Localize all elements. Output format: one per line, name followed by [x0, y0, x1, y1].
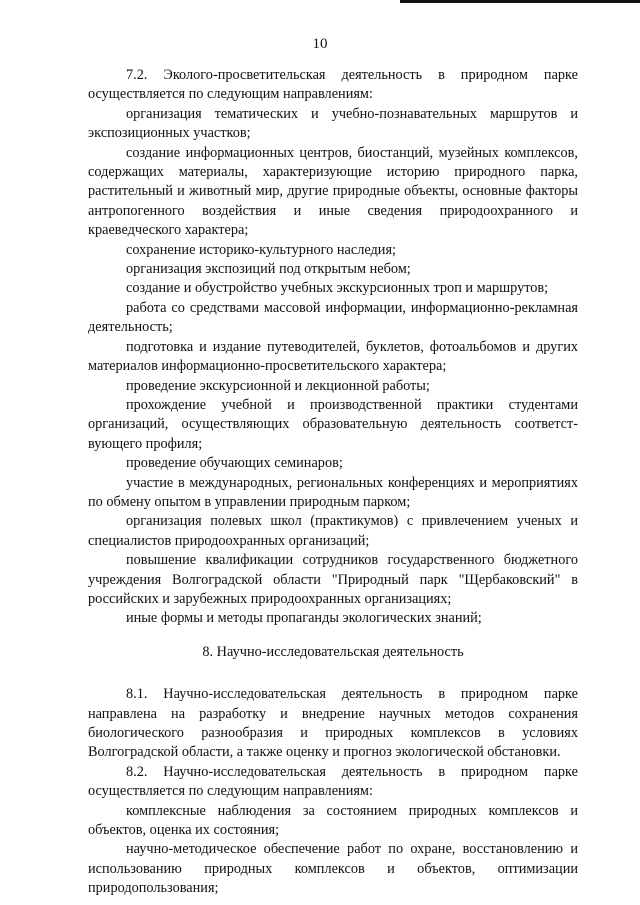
section-heading: 8. Научно-исследовательская деятельность: [202, 643, 464, 660]
paragraph: создание информационных центров, биостанций, музейных комплексов, содержащих материалы, характеризующие историю природного парка, растительный и животный мир, другие природные объекты, основные факторы антропогенного воздействия и иные сведения природоохранного и краеведческого характера;: [88, 144, 578, 239]
paragraph: подготовка и издание путеводителей, буклетов, фотоальбомов и других материалов информационно-просветительского характера;: [88, 338, 578, 375]
paragraph: организация тематических и учебно-познавательных маршрутов и экспозиционных участков;: [88, 105, 578, 142]
paragraph: научно-методическое обеспечение работ по охране, восстановлению и использованию природных комплексов и объектов, оптимизации природопользования;: [88, 841, 578, 897]
paragraph: работа со средствами массовой информации, информационно-рекламная деятельность;: [88, 299, 578, 336]
paragraph: иные формы и методы пропаганды экологических знаний;: [126, 610, 482, 627]
paragraph: комплексные наблюдения за состоянием природных комплексов и объектов, оценка их состояния;: [88, 802, 578, 839]
paragraph: повышение квалификации сотрудников государственного бюджетного учреждения Волгоградской области "Природный парк "Щербаковский" в российских и зарубежных природоохранных организациях;: [88, 552, 578, 607]
document-body: [88, 66, 578, 899]
paragraph: проведение экскурсионной и лекционной работы;: [126, 377, 430, 394]
top-rule: [400, 0, 640, 3]
paragraph: 8.1. Научно-исследовательская деятельность в природном парке направлена на разработку и внедрение научных методов сохранения биологического разнообразия и природных комплексов в условиях Волгоградской области, а также оценку и прогноз экологической обстановки.: [88, 686, 578, 761]
paragraph: проведение обучающих семинаров;: [126, 455, 343, 472]
paragraph: 8.2. Научно-исследовательская деятельность в природном парке осуществляется по следующим направлениям:: [88, 763, 578, 800]
paragraph: прохождение учебной и производственной практики студентами организаций, осуществляющих образовательную деятельность соответст-вующего профиля;: [88, 396, 578, 452]
paragraph: организация полевых школ (практикумов) с привлечением ученых и специалистов природоохранных организаций;: [88, 513, 578, 549]
paragraph: сохранение историко-культурного наследия;: [126, 241, 396, 258]
paragraph: организация экспозиций под открытым небом;: [126, 261, 411, 278]
paragraph: создание и обустройство учебных экскурсионных троп и маршрутов;: [126, 280, 549, 297]
paragraph: 7.2. Эколого-просветительская деятельность в природном парке осуществляется по следующим направлениям:: [88, 67, 578, 103]
paragraph: участие в международных, региональных конференциях и мероприятиях по обмену опытом в управлении природным парком;: [88, 474, 578, 510]
page-number: 10: [312, 36, 328, 52]
